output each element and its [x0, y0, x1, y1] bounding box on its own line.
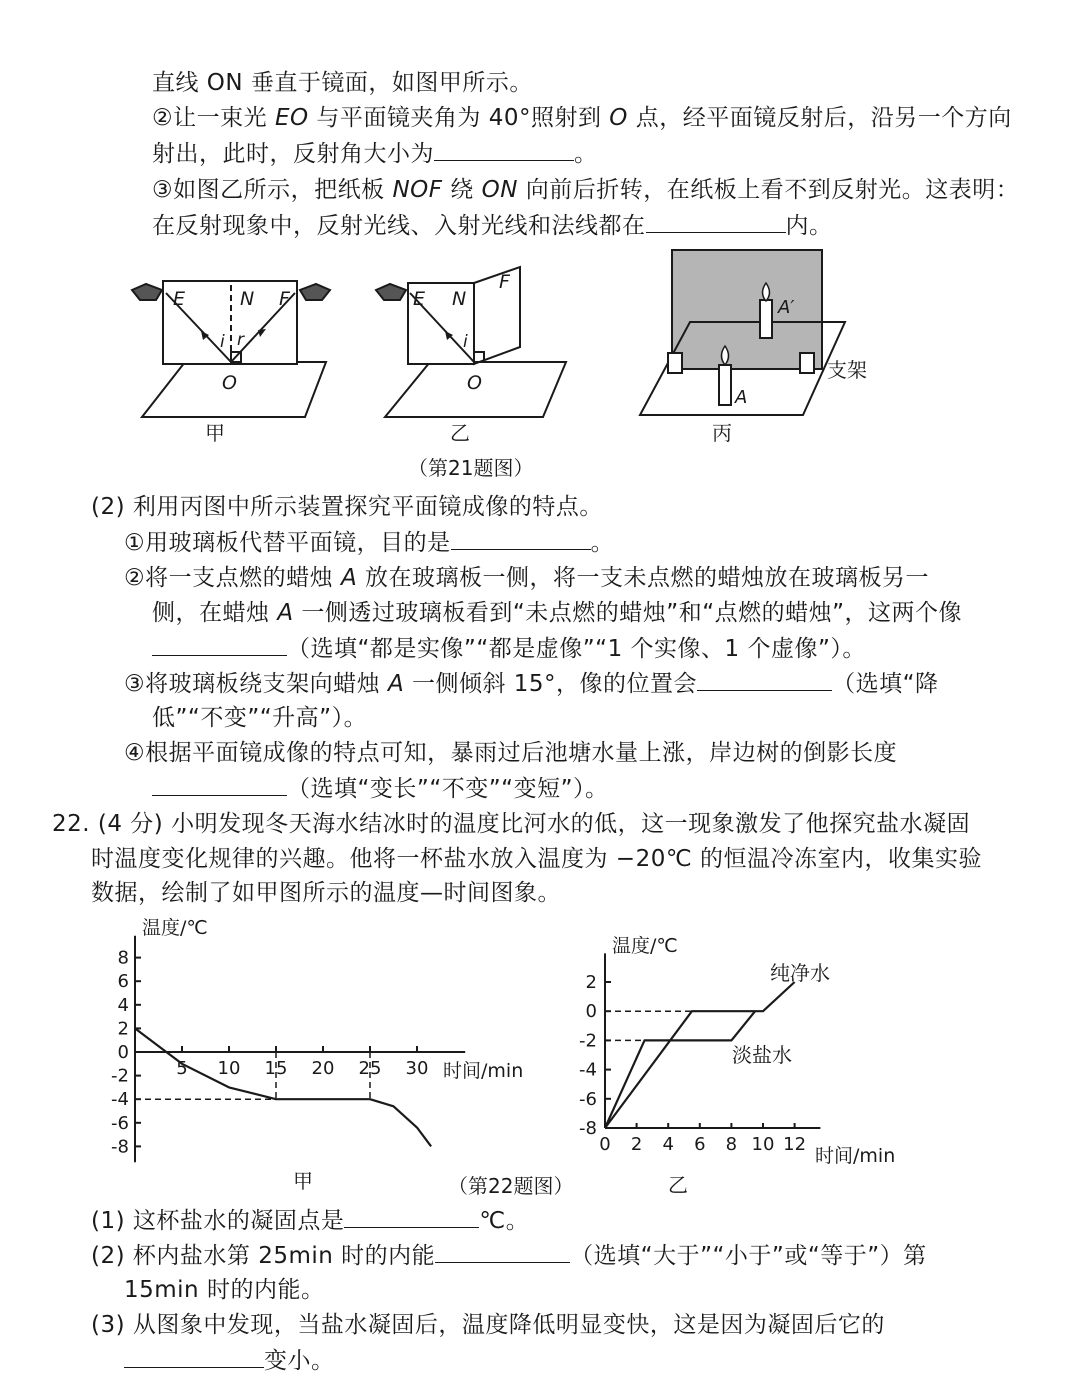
caption-bing: 丙	[712, 421, 732, 445]
label-r-jia: r	[237, 330, 244, 350]
chart-jia	[100, 912, 524, 1202]
chart-jia-ytick-label: 8	[117, 947, 129, 969]
chart-jia-ylabel: 温度/℃	[142, 917, 208, 939]
chart-yi-xtick-label: 8	[725, 1134, 738, 1155]
q21-step3-line2: 在反射现象中，反射光线、入射光线和法线都在 内。	[152, 210, 833, 241]
hand-left-yi	[376, 284, 406, 300]
chart-yi-series-label-salt-water: 淡盐水	[732, 1043, 792, 1067]
support-right	[800, 353, 814, 373]
support-left	[668, 353, 682, 373]
label-a: A	[735, 387, 748, 408]
chart-jia-ytick-label: -8	[111, 1136, 129, 1158]
chart-yi	[570, 930, 910, 1195]
q21-part2-item2-line1: ②将一支点燃的蜡烛 A 放在玻璃板一侧，将一支未点燃的蜡烛放在玻璃板另一	[124, 565, 929, 591]
q22-sub3-line2: 变小。	[124, 1345, 335, 1376]
q21-step2-line2: 射出，此时，反射角大小为 。	[152, 138, 598, 169]
label-e-yi: E	[413, 288, 426, 310]
folded-board-nof-yi	[474, 267, 520, 364]
chart-jia-ytick-label: -2	[111, 1065, 129, 1087]
label-f-yi: F	[499, 271, 510, 293]
chart-yi-ytick-label: -8	[579, 1118, 597, 1139]
answer-blank-glass-purpose[interactable]	[451, 527, 591, 550]
label-i-yi: i	[463, 332, 468, 352]
answer-blank-image-position[interactable]	[697, 668, 832, 691]
q21-part2-item3-line1: ③将玻璃板绕支架向蜡烛 A 一侧倾斜 15°，像的位置会 （选填“降	[124, 668, 938, 699]
candle-a	[719, 365, 731, 405]
q21-part2-item1: ①用玻璃板代替平面镜，目的是 。	[124, 527, 614, 558]
answer-blank-reflection-angle[interactable]	[434, 138, 574, 161]
q22-sub2-line1: (2) 杯内盐水第 25min 时的内能 （选填“大于”“小于”或“等于”）第	[91, 1240, 927, 1271]
q21-intro-tail: 直线 ON 垂直于镜面，如图甲所示。	[152, 70, 533, 96]
chart-jia-ytick-label: -6	[111, 1112, 129, 1134]
chart-yi-series-label-pure-water: 纯净水	[770, 961, 830, 985]
flame-candle-a-icon	[722, 346, 729, 365]
chart-jia-xtick-label: 25	[358, 1058, 382, 1079]
q21-part2-item4-line2: （选填“变长”“不变”“变短”）。	[152, 773, 609, 804]
q22-line3: 数据，绘制了如甲图所示的温度—时间图象。	[91, 880, 561, 906]
q21-part2-item4-line1: ④根据平面镜成像的特点可知，暴雨过后池塘水量上涨，岸边树的倒影长度	[124, 740, 898, 766]
chart-jia-xtick-label: 5	[176, 1058, 188, 1079]
q22-sub1: (1) 这杯盐水的凝固点是 ℃。	[91, 1205, 529, 1236]
chart-yi-ytick-label: 2	[585, 972, 597, 993]
chart-jia-panel-label: 甲	[293, 1169, 313, 1193]
chart-jia-ytick-label: 6	[117, 971, 129, 993]
label-n-yi: N	[452, 288, 467, 310]
label-o-yi: O	[467, 372, 482, 394]
chart-yi-xlabel: 时间/min	[815, 1145, 896, 1167]
q21-part2-item2-line3: （选填“都是实像”“都是虚像”“1 个实像、1 个虚像”）。	[152, 633, 866, 664]
figure-21-caption: （第21题图）	[408, 456, 534, 480]
q22-sub2-line2: 15min 时的内能。	[124, 1277, 325, 1303]
label-support: 支架	[827, 358, 867, 382]
diagram-yi	[376, 267, 566, 417]
q21-step2-line1: ②让一束光 EO 与平面镜夹角为 40°照射到 O 点，经平面镜反射后，沿另一个方向	[152, 105, 1012, 131]
chart-yi-ytick-label: -6	[579, 1088, 597, 1110]
diagram-jia	[132, 281, 330, 417]
q22-line2: 时温度变化规律的兴趣。他将一杯盐水放入温度为 −20℃ 的恒温冷冻室内，收集实验	[91, 846, 982, 872]
figure-21-diagrams	[0, 245, 1080, 465]
candle-image-a-prime	[760, 300, 772, 338]
chart-jia-xtick-label: 10	[217, 1058, 241, 1079]
caption-yi: 乙	[450, 421, 470, 445]
chart-jia-ytick-label: 2	[117, 1018, 129, 1040]
chart-yi-xtick-label: 2	[630, 1134, 643, 1155]
answer-blank-specific-heat[interactable]	[124, 1345, 264, 1368]
chart-jia-xlabel: 时间/min	[443, 1060, 524, 1082]
label-o-jia: O	[222, 372, 237, 394]
label-i-jia: i	[220, 332, 225, 352]
chart-yi-ytick-label: -2	[579, 1030, 597, 1052]
chart-jia-ytick-label: 4	[117, 994, 129, 1016]
label-n-jia: N	[240, 288, 255, 310]
chart-jia-xtick-label: 20	[311, 1058, 335, 1079]
q21-part2-item3-line2: 低”“不变”“升高”）。	[152, 705, 368, 731]
q21-part2-title: (2) 利用丙图中所示装置探究平面镜成像的特点。	[91, 494, 603, 520]
chart-yi-ytick-label: -4	[579, 1059, 597, 1081]
figure-22-caption: （第22题图）	[448, 1174, 574, 1198]
q21-step3-line1: ③如图乙所示，把纸板 NOF 绕 ON 向前后折转，在纸板上看不到反射光。这表明：	[152, 177, 1020, 203]
flame-image-icon	[763, 283, 770, 301]
chart-yi-xtick-label: 6	[694, 1134, 706, 1155]
chart-yi-xtick-label: 0	[599, 1134, 611, 1155]
glass-plate	[672, 250, 822, 369]
answer-blank-internal-energy[interactable]	[435, 1240, 570, 1263]
answer-blank-reflection-length[interactable]	[152, 773, 287, 796]
answer-blank-plane[interactable]	[646, 210, 786, 233]
chart-yi-panel-label: 乙	[668, 1173, 688, 1197]
q22-head: 22. (4 分) 小明发现冬天海水结冰时的温度比河水的低，这一现象激发了他探究盐水凝固	[52, 811, 971, 837]
answer-blank-image-type[interactable]	[152, 633, 287, 656]
hand-left-jia	[132, 284, 162, 300]
chart-yi-ylabel: 温度/℃	[612, 935, 678, 957]
caption-jia: 甲	[205, 421, 225, 445]
chart-jia-xtick-label: 15	[264, 1058, 288, 1079]
chart-jia-series-line	[135, 1028, 431, 1146]
hand-right-jia	[300, 284, 330, 300]
label-a-prime: A′	[778, 297, 795, 318]
label-e-jia: E	[173, 288, 186, 310]
q22-sub3-line1: (3) 从图象中发现，当盐水凝固后，温度降低明显变快，这是因为凝固后它的	[91, 1312, 885, 1338]
chart-jia-ytick-label: -4	[111, 1089, 129, 1111]
q21-part2-item2-line2: 侧，在蜡烛 A 一侧透过玻璃板看到“未点燃的蜡烛”和“点燃的蜡烛”，这两个像	[152, 600, 963, 626]
chart-yi-ytick-label: 0	[585, 1001, 597, 1023]
chart-jia-xtick-label: 30	[405, 1058, 429, 1079]
chart-yi-xtick-label: 10	[751, 1134, 775, 1155]
chart-yi-xtick-label: 4	[662, 1134, 674, 1155]
chart-yi-xtick-label: 12	[783, 1134, 807, 1155]
chart-jia-ytick-label: 0	[117, 1042, 129, 1063]
label-f-jia: F	[279, 288, 290, 310]
answer-blank-freezing-point[interactable]	[344, 1205, 479, 1228]
